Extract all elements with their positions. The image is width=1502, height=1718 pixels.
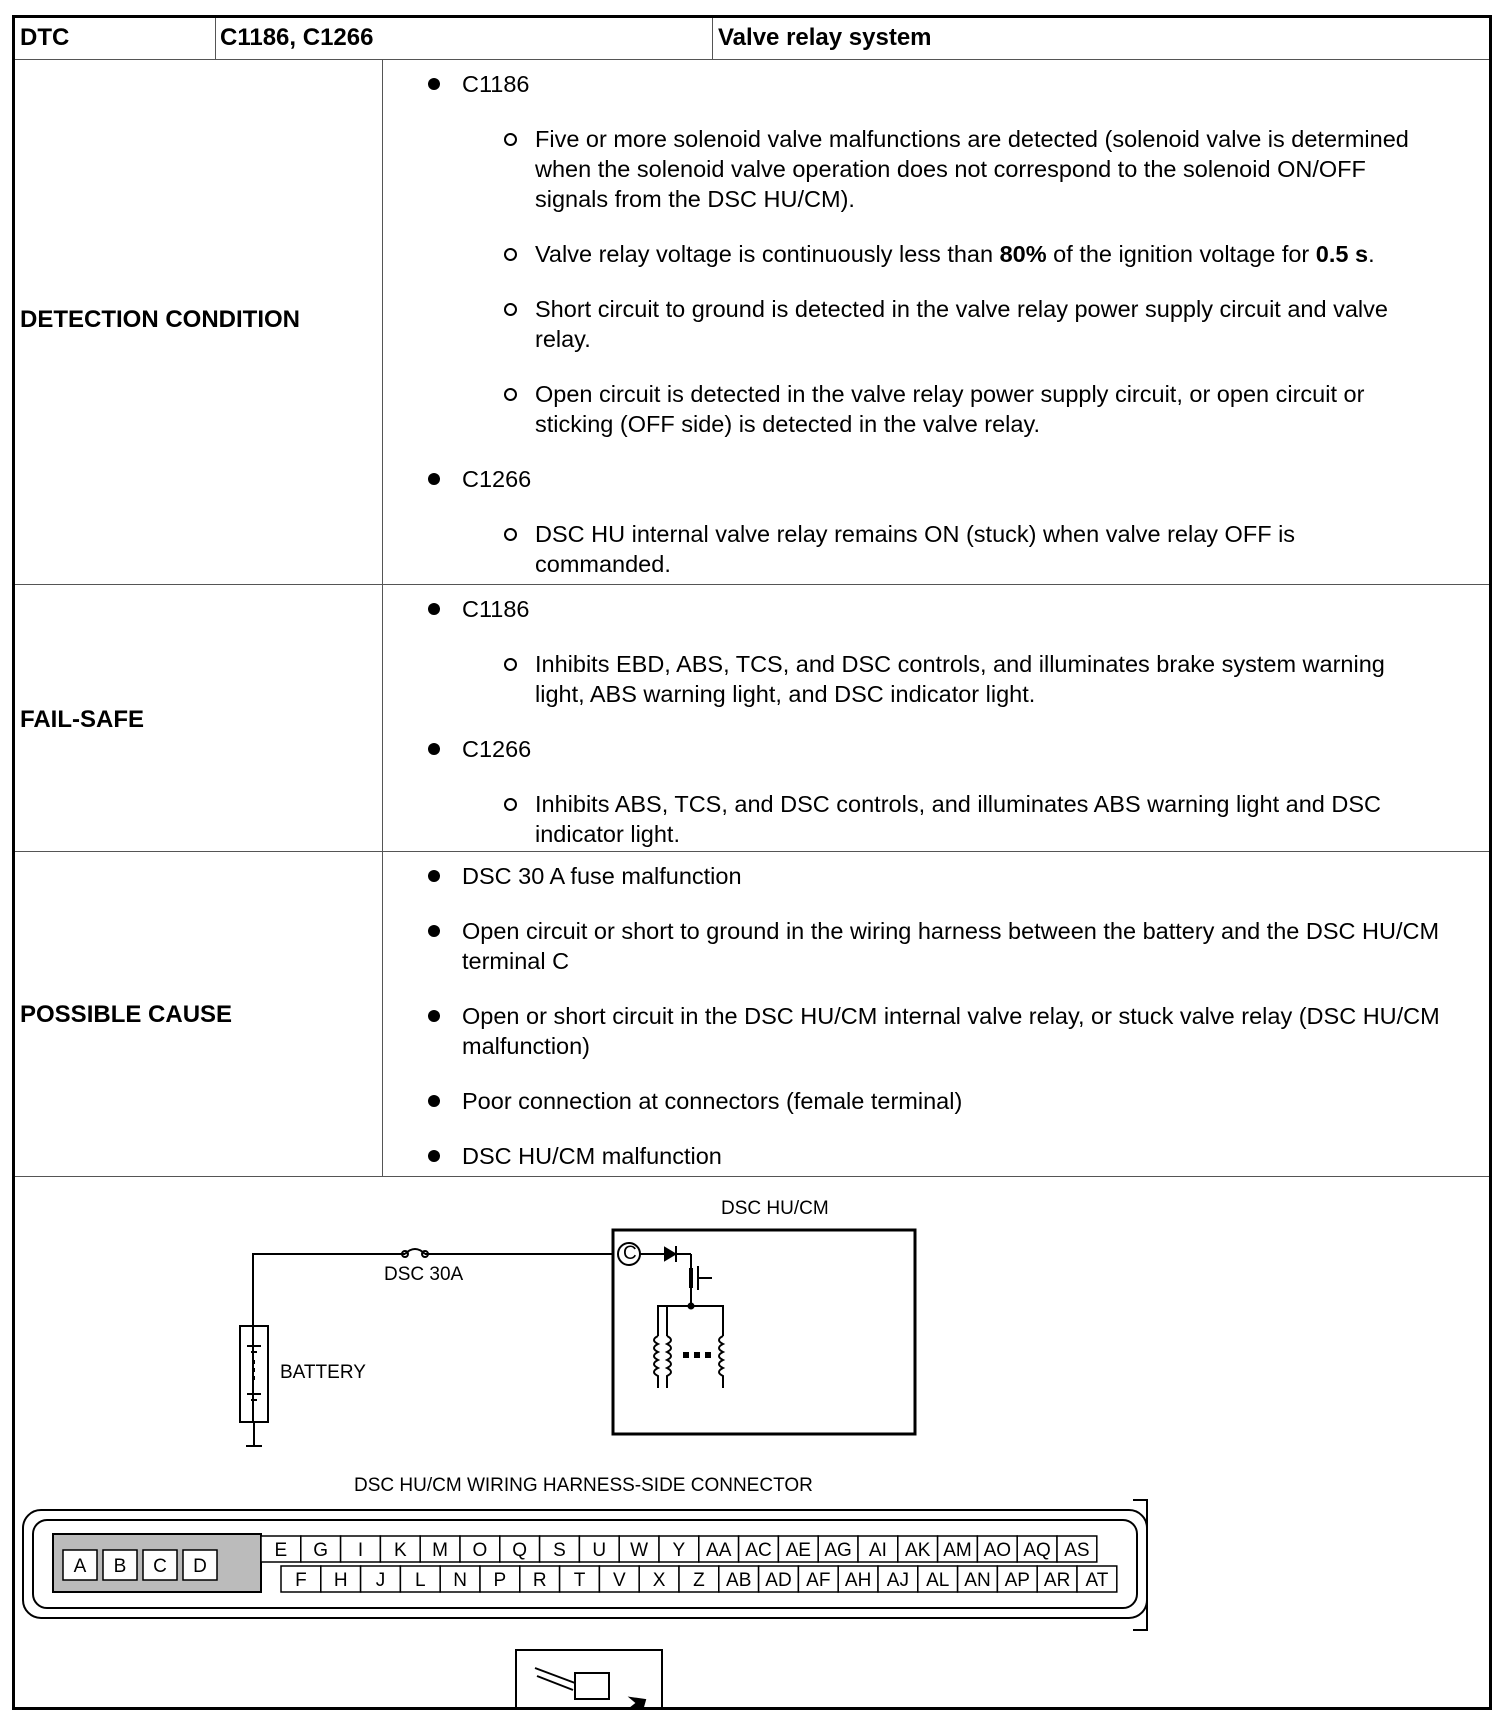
connector-pin-label: H [333,1570,348,1591]
solenoid-coil-icon [667,1336,671,1388]
solenoid-coil-icon [719,1336,723,1388]
connector-pin-label: A [73,1556,87,1577]
harness-side-view-icon [516,1650,662,1708]
connector-pin-label: N [453,1570,467,1591]
connector-pin-label: X [652,1570,666,1591]
connector-pin-label: D [193,1556,207,1577]
connector-pin-label: I [357,1540,364,1561]
connector-pin-label: T [573,1570,586,1591]
possible-cause-label: POSSIBLE CAUSE [20,1001,233,1028]
connector-pin-label: AE [785,1540,811,1561]
connector-pin-label: W [630,1540,649,1561]
list-item: C1266 [395,464,1445,494]
connector-pin-label: AT [1085,1570,1109,1591]
connector-pin-label: AJ [886,1570,909,1591]
fuse-label: DSC 30A [384,1264,464,1285]
list-item: Inhibits ABS, TCS, and DSC controls, and illuminates ABS warning light and DSC indicator light. [395,789,1445,849]
connector-pin-label: J [375,1570,386,1591]
row-divider [15,584,1489,585]
ellipsis-dot [705,1352,711,1358]
connector-pin-label: AB [726,1570,752,1591]
connector-pin-label: AK [905,1540,931,1561]
connector-pin-label: M [432,1540,449,1561]
connector-pin-label: AD [765,1570,792,1591]
diode-icon [665,1248,675,1260]
wire [253,1254,405,1422]
list-item: DSC HU internal valve relay remains ON (stuck) when valve relay OFF is commanded. [395,519,1445,579]
list-item: Inhibits EBD, ABS, TCS, and DSC controls, and illuminates brake system warning light, ABS warning light, and DSC indicator light. [395,649,1445,709]
connector-pin-label: AF [806,1570,831,1591]
list-item: Open circuit is detected in the valve relay power supply circuit, or open circuit or sticking (OFF side) is detected in the valve relay. [395,379,1445,439]
connector-pin-label: G [313,1540,329,1561]
col-divider [382,59,383,1176]
list-item: DSC HU/CM malfunction [395,1141,1445,1171]
module-label: DSC HU/CM [721,1198,829,1219]
possible-cause-content [395,861,1445,1171]
connector-pin-label: AN [964,1570,991,1591]
ellipsis-dot [683,1352,689,1358]
connector-pin-label: O [472,1540,488,1561]
connector-pin-label: AP [1004,1570,1030,1591]
connector-pin-label: F [295,1570,307,1591]
detection-condition-content [395,69,1445,579]
connector-pin-label: S [553,1540,566,1561]
wiring-diagram [15,1178,1489,1708]
dtc-label: DTC [20,24,70,51]
connector-pin-label: C [153,1556,167,1577]
connector-pin-label: K [393,1540,407,1561]
connector-title: DSC HU/CM WIRING HARNESS-SIDE CONNECTOR [354,1475,813,1496]
connector-pin-label: AS [1064,1540,1090,1561]
connector-pin-label: AH [844,1570,872,1591]
connector-pin-label: U [592,1540,607,1561]
connector-pin-label: AA [706,1540,732,1561]
row-divider [15,1176,1489,1177]
row-divider [15,59,1489,60]
connector-pin-label: AR [1043,1570,1071,1591]
connector-pin-label: B [113,1556,127,1577]
connector-pin-label: Q [512,1540,528,1561]
fail-safe-label: FAIL-SAFE [20,706,144,733]
solenoid-coil-icon [654,1336,658,1388]
list-item: Open circuit or short to ground in the wiring harness between the battery and the DSC HU/CM terminal C [395,916,1445,976]
col-divider [215,18,216,59]
connector-pin-label: AI [868,1540,887,1561]
connector-pin-label: L [415,1570,426,1591]
connector-pin-label: AC [745,1540,772,1561]
row-divider [15,851,1489,852]
fail-safe-content [395,594,1445,849]
system-name: Valve relay system [718,24,932,51]
list-item: C1186 [395,69,1445,99]
connector-pin-label: AG [824,1540,852,1561]
list-item: Poor connection at connectors (female terminal) [395,1086,1445,1116]
battery-label: BATTERY [280,1362,366,1383]
connector-pin-label: P [493,1570,507,1591]
list-item: DSC 30 A fuse malfunction [395,861,1445,891]
connector-pin-label: V [612,1570,626,1591]
connector-pin-label: E [274,1540,288,1561]
list-item: C1266 [395,734,1445,764]
connector-pin-label: R [532,1570,547,1591]
ellipsis-dot [694,1352,700,1358]
list-item: Valve relay voltage is continuously less than 80% of the ignition voltage for 0.5 s. [395,239,1445,269]
connector-pin-label: AQ [1023,1540,1051,1561]
connector-pin-label: AL [926,1570,950,1591]
col-divider [712,18,713,59]
connector-pin-label: Z [693,1570,705,1591]
list-item: C1186 [395,594,1445,624]
list-item: Open or short circuit in the DSC HU/CM internal valve relay, or stuck valve relay (DSC HU/CM malfunction) [395,1001,1445,1061]
dtc-codes: C1186, C1266 [220,24,374,51]
connector-pin-label: AO [983,1540,1012,1561]
terminal-letter: C [623,1243,637,1264]
detection-condition-label: DETECTION CONDITION [20,306,300,333]
list-item: Short circuit to ground is detected in the valve relay power supply circuit and valve relay. [395,294,1445,354]
dtc-table [12,15,1492,1710]
connector-pin-label: Y [672,1540,686,1561]
list-item: Five or more solenoid valve malfunctions are detected (solenoid valve is determined when the solenoid valve operation does not correspond to the solenoid ON/OFF signals from the DSC HU/CM). [395,124,1445,214]
connector-pin-label: AM [943,1540,972,1561]
